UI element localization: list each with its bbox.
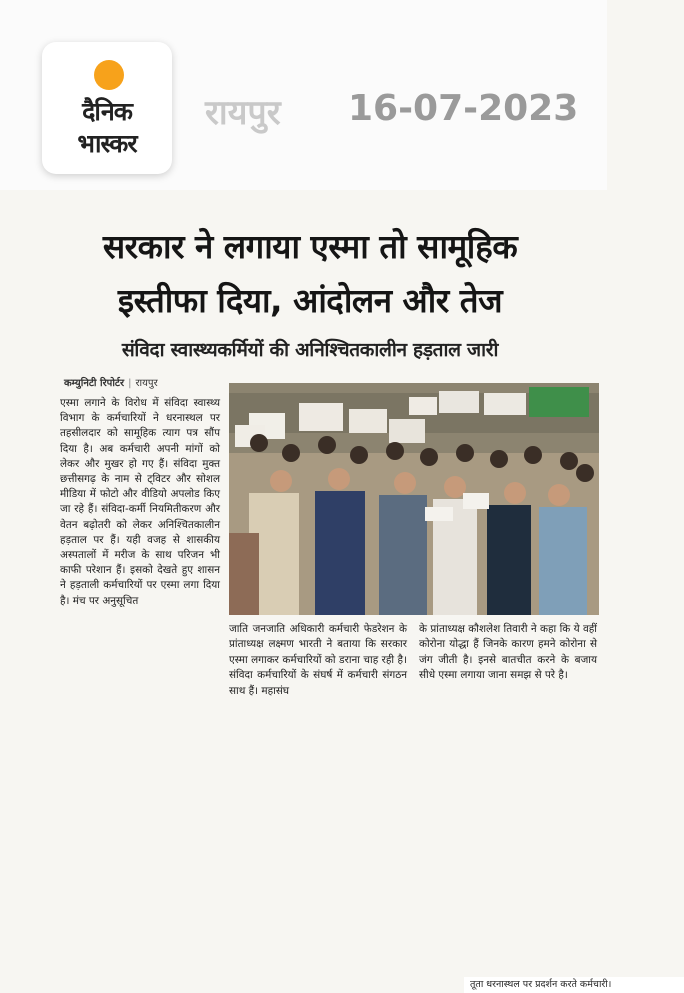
headline-line1: सरकार ने लगाया एस्मा तो सामूहिक	[102, 227, 518, 266]
sun-icon	[94, 60, 124, 90]
headline	[30, 220, 590, 328]
dainik-bhaskar-logo	[42, 42, 172, 174]
byline	[64, 375, 158, 389]
header-bar	[0, 0, 607, 190]
subheadline: संविदा स्वास्थ्यकर्मियों की अनिश्चितकालीन हड़ताल जारी	[121, 339, 499, 361]
edition-city: रायपुर	[205, 93, 281, 133]
byline-place: रायपुर	[135, 378, 158, 389]
byline-reporter: कम्युनिटी रिपोर्टर	[64, 378, 125, 389]
byline-separator: |	[128, 378, 132, 389]
article-column-1: एस्मा लगाने के विरोध में संविदा स्वास्थ्य विभाग के कर्मचारियों ने धरनास्थल पर तहसीलदार को सामूहिक त्याग पत्र सौंप दिया है। अब कर्मचारी अपनी मांगों को लेकर और मुखर हो गए हैं। संविदा मुक्त छत्तीसगढ़ के नाम से ट्विटर और सोशल मीडिया में फोटो और वीडियो अपलोड किए जा रहे हैं। संविदा-कर्मी नियमितीकरण और वेतन बढ़ोतरी को लेकर अनिश्चितकालीन हड़ताल पर हैं। यही वजह से शासकीय अस्पतालों में मरीज के साथ परिजन भी काफी परेशान हैं। इसको देखते हुए शासन ने हड़ताली कर्मचारियों पर एस्मा लगा दिया है। मंच पर अनुसूचित	[60, 397, 220, 607]
article-column-2: जाति जनजाति अधिकारी कर्मचारी फेडरेशन के प्रांताध्यक्ष लक्ष्मण भारती ने बताया कि सरकार एस्मा लगाकर कर्मचारियों को डराना चाह रही है। संविदा कर्मचारियों के संघर्ष में कर्मचारी संगठन साथ हैं। महासंघ	[229, 623, 407, 697]
article-column-3: के प्रांताध्यक्ष कौशलेश तिवारी ने कहा कि ये वहीं कोरोना योद्धा हैं जिनके कारण हमने कोरोना से जंग जीती है। इनसे बातचीत करने के बजाय सीधे एस्मा लगाया जाना समझ से परे है।	[419, 623, 597, 682]
logo-text-line1: दैनिक	[82, 97, 132, 126]
protest-photo-illustration	[229, 383, 599, 615]
headline-line2: इस्तीफा दिया, आंदोलन और तेज	[117, 281, 503, 320]
edition-date: 16-07-2023	[348, 88, 579, 129]
photo-caption: तूता धरनास्थल पर प्रदर्शन करते कर्मचारी।	[464, 977, 684, 993]
logo-text-line2: भास्कर	[77, 129, 137, 158]
